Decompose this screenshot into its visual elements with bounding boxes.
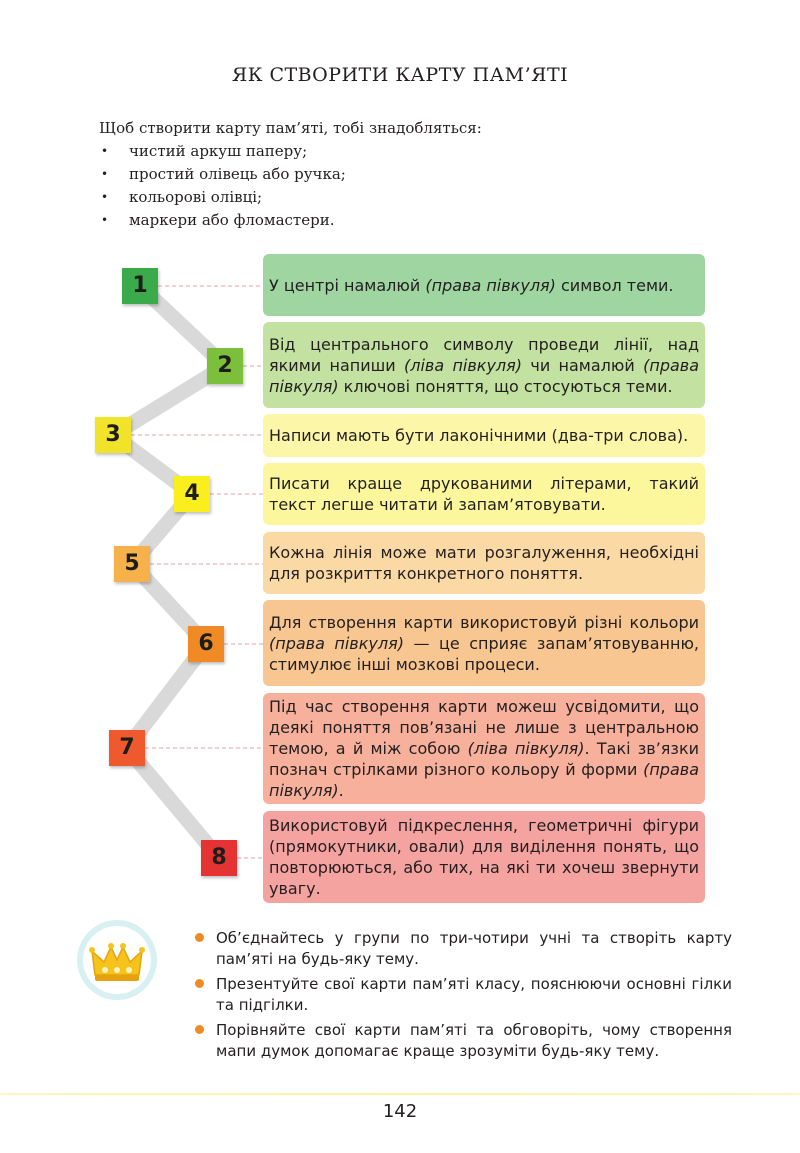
materials-item: • кольорові олівці; [99,186,482,209]
step-number-6: 6 [188,626,224,662]
bullet-icon [195,979,204,988]
step-box-2 [263,322,705,408]
materials-lead: Щоб створити карту пам’яті, тобі знадобляться: [99,119,482,137]
step-number-8: 8 [201,840,237,876]
task-text: Презентуйте свої карти пам’яті класу, пояснюючи основні гілки та підгілки. [216,975,732,1014]
task-item [195,928,732,970]
step-box-7 [263,693,705,804]
materials-item: • маркери або фломастери. [99,209,482,232]
group-tasks [195,928,732,1066]
step-text-4: Писати краще друкованими літерами, такий текст легше читати й запам’ятовувати. [269,474,699,514]
step-box-8 [263,811,705,903]
step-box-5 [263,532,705,594]
step-number-1: 1 [122,268,158,304]
materials-item: • чистий аркуш паперу; [99,140,482,163]
step-box-6 [263,600,705,686]
bullet-icon [195,933,204,942]
step-text-6: Для створення карти використовуй різні кольори (права півкуля) — це сприяє запам’ятовуванню, стимулює інші мозкові процеси. [269,612,700,674]
step-text-5: Кожна лінія може мати розгалуження, необхідні для розкриття конкретного поняття. [269,543,699,583]
step-text-2: Від центрального символу проведи лінії, над якими напиши (ліва півкуля) чи намалюй (права півкуля) ключові поняття, що стосуються теми. [269,334,700,396]
materials-item: • простий олівець або ручка; [99,163,482,186]
step-box-3 [263,414,705,457]
step-text-8: Використовуй підкреслення, геометричні фігури (прямокутники, овали) для виділення понять, що повторюються, або тих, на які ти хочеш звернути увагу. [269,816,699,898]
step-box-1 [263,254,705,316]
task-text: Порівняйте свої карти пам’яті та обговоріть, чому створення мапи думок допомагає краще зрозуміти будь-яку тему. [216,1021,732,1060]
crown-icon [75,918,159,1002]
step-number-7: 7 [109,730,145,766]
step-text-3: Написи мають бути лаконічними (два-три слова). [269,426,689,445]
bullet-icon [195,1025,204,1034]
step-number-3: 3 [95,417,131,453]
task-item [195,974,732,1016]
step-number-4: 4 [174,476,210,512]
footer-divider [0,1093,800,1095]
page-number: 142 [382,1101,418,1122]
task-item [195,1020,732,1062]
step-text-1: У центрі намалюй (права півкуля) символ теми. [269,275,674,295]
step-text-7: Під час створення карти можеш усвідомити, що деякі поняття пов’язані не лише з центральною темою, а й між собою (ліва півкуля). Такі зв’язки познач стрілками різного кольору й форми (права півкуля). [269,697,700,800]
task-text: Об’єднайтесь у групи по три-чотири учні та створіть карту пам’яті на будь-яку тему. [216,929,732,968]
page-title: ЯК СТВОРИТИ КАРТУ ПАМ’ЯТІ [231,64,569,86]
step-number-2: 2 [207,348,243,384]
step-number-5: 5 [114,546,150,582]
step-box-4 [263,463,705,525]
